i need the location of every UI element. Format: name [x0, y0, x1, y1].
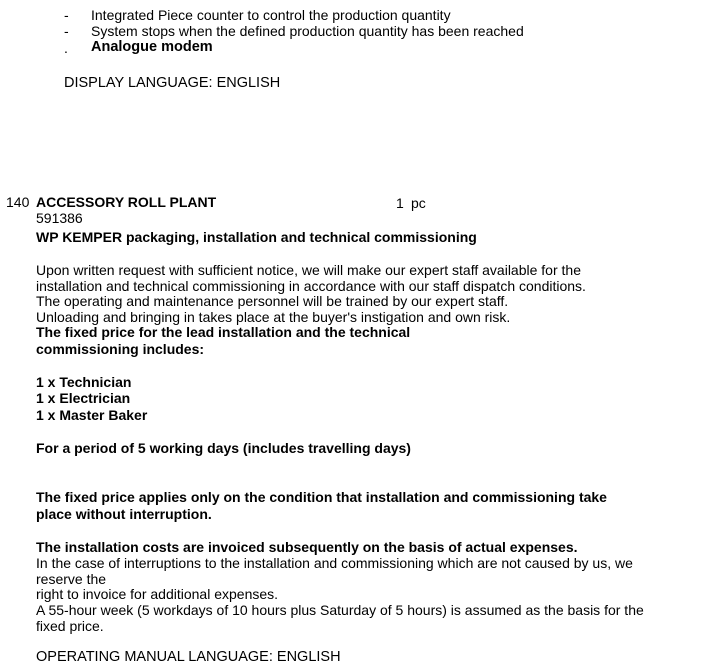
- list-item-text: System stops when the defined production quantity has been reached: [91, 23, 524, 39]
- item-unit: pc: [411, 195, 426, 211]
- text-line: installation and technical commissioning in accordance with our staff dispatch conditions.: [36, 278, 586, 294]
- text-line: In the case of interruptions to the installation and commissioning which are not caused by us, we: [36, 555, 633, 571]
- text-line: Unloading and bringing in takes place at the buyer's instigation and own risk.: [36, 309, 511, 325]
- text-line: A 55-hour week (5 workdays of 10 hours plus Saturday of 5 hours) is assumed as the basis for the: [36, 602, 644, 618]
- period-text: For a period of 5 working days (includes travelling days): [36, 440, 411, 456]
- condition-text: place without interruption.: [36, 506, 212, 522]
- list-item-text: Analogue modem: [91, 39, 213, 55]
- list-bullet: .: [64, 40, 68, 56]
- list-bullet: -: [64, 23, 69, 39]
- invoiced-text: The installation costs are invoiced subsequently on the basis of actual expenses.: [36, 539, 578, 555]
- staff-item: 1 x Electrician: [36, 390, 131, 406]
- text-line: right to invoice for additional expenses.: [36, 586, 279, 602]
- fixed-price-heading: commissioning includes:: [36, 341, 205, 357]
- item-quantity: 1: [396, 195, 404, 211]
- text-line: The operating and maintenance personnel will be trained by our expert staff.: [36, 293, 509, 309]
- text-line: Upon written request with sufficient notice, we will make our expert staff available for the: [36, 262, 581, 278]
- display-language: DISPLAY LANGUAGE: ENGLISH: [64, 75, 281, 91]
- list-bullet: -: [64, 7, 69, 23]
- list-item-text: Integrated Piece counter to control the production quantity: [91, 7, 451, 23]
- staff-item: 1 x Technician: [36, 374, 132, 390]
- text-line: reserve the: [36, 571, 107, 587]
- item-position: 140: [6, 194, 30, 210]
- text-line: fixed price.: [36, 618, 104, 634]
- item-subtitle: WP KEMPER packaging, installation and technical commissioning: [36, 229, 477, 245]
- condition-text: The fixed price applies only on the condition that installation and commissioning take: [36, 489, 607, 505]
- item-title: ACCESSORY ROLL PLANT: [36, 194, 217, 210]
- manual-language: OPERATING MANUAL LANGUAGE: ENGLISH: [36, 649, 341, 665]
- fixed-price-heading: The fixed price for the lead installation and the technical: [36, 324, 411, 340]
- staff-item: 1 x Master Baker: [36, 407, 148, 423]
- article-number: 591386: [36, 210, 83, 226]
